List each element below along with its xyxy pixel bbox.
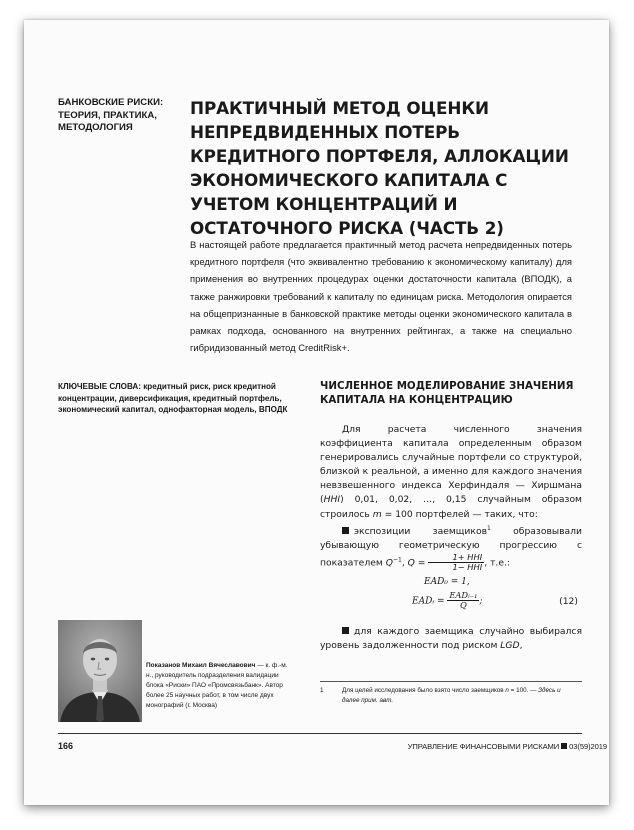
keywords-label: КЛЮЧЕВЫЕ СЛОВА: [58, 382, 141, 391]
fraction-denominator: 1− HHI [452, 562, 483, 573]
footnote-number: 1 [320, 687, 324, 694]
square-bullet-icon [342, 527, 349, 534]
footnote-n-symbol: n [505, 687, 509, 694]
footnote [320, 686, 582, 706]
footnote-text-a: Для целей исследования было взято число заемщиков [342, 687, 506, 694]
formula-numerator: EADᵢ₋₁ [449, 589, 478, 600]
footnote-note: Здесь и далее прим. авт. [342, 687, 561, 704]
section-heading: ЧИСЛЕННОЕ МОДЕЛИРОВАНИЕ ЗНАЧЕНИЯ КАПИТАЛА НА КОНЦЕНТРАЦИЮ [320, 380, 574, 406]
formula-end: ; [479, 596, 483, 607]
paragraph-1-text-b: ) 0,01, 0,02, …, 0,15 случайным образом строилось [320, 494, 582, 520]
footnote-ref: 1 [487, 524, 491, 532]
page-number: 166 [58, 741, 74, 751]
abstract: В настоящей работе предлагается практичный метод расчета непредвиденных потерь кредитного портфеля (что эквивалентно требованию к экономическому капиталу) для применения во внутренних процедурах оценки достаточности капитала (ВПОДК), а также ранжировки требований к капиталу по единицам риска. Методология опирается на общепризнанные в банковской практике методы оценки экономического капитала в рамках подхода, основанного на внутренних рейтингах, а также на специально гибридизованный метод CreditRisk+. [190, 239, 572, 354]
footnote-divider [320, 681, 582, 682]
author-bio: — к. ф.-м. н., руководитель подразделения валидации блока «Риски» ПАО «Промсвязьбанк». Автор более 25 научных работ, в том числе двух монографий (г. Москва) [146, 662, 288, 710]
formula-denominator: Q [460, 600, 467, 611]
formula-12 [320, 573, 582, 625]
lgd-symbol: LGD [500, 640, 520, 651]
q-eq-symbol: Q [407, 557, 415, 569]
journal-issue: 03(59)2019 [569, 742, 607, 751]
formula-line-2 [412, 591, 483, 611]
equals-sign: = [414, 557, 429, 569]
q-exponent: −1 [392, 556, 402, 564]
bullet-item-2 [320, 625, 582, 653]
body-column [320, 423, 582, 653]
footer-divider [58, 733, 582, 734]
formula-fraction [447, 591, 479, 611]
keywords [58, 381, 316, 416]
paragraph-1-text-c: = 100 портфелей — таких, что: [381, 508, 538, 520]
bullet-2-text-a: для каждого заемщика случайно выбирался уровень задолженности под риском [320, 625, 582, 651]
footnote-text-b: = 100. — [508, 687, 539, 694]
square-separator-icon [561, 743, 567, 749]
bullet-item-1 [320, 522, 582, 573]
author-name: Показанов Михаил Вячеславович [146, 662, 256, 669]
journal-name: УПРАВЛЕНИЕ ФИНАНСОВЫМИ РИСКАМИ [407, 742, 560, 751]
portrait-image [58, 620, 142, 722]
formula-line-1: EAD₀ = 1, [424, 576, 470, 587]
fraction-numerator: 1+ HHI [428, 553, 484, 564]
article-title: ПРАКТИЧНЫЙ МЕТОД ОЦЕНКИ НЕПРЕДВИДЕННЫХ ПОТЕРЬ КРЕДИТНОГО ПОРТФЕЛЯ, АЛЛОКАЦИИ ЭКОНОМИЧЕСКОГО КАПИТАЛА С УЧЕТОМ КОНЦЕНТРАЦИЙ И ОСТАТОЧНОГО РИСКА (ЧАСТЬ 2) [190, 98, 569, 238]
author-info [146, 661, 296, 711]
bullet-1-text-a: экспозиции заемщиков [354, 525, 487, 537]
q-symbol: Q [385, 557, 393, 569]
bullet-1-text-d: , т.е.: [484, 557, 511, 569]
section-label: БАНКОВСКИЕ РИСКИ: ТЕОРИЯ, ПРАКТИКА, МЕТОДОЛОГИЯ [58, 97, 164, 133]
author-photo [58, 620, 142, 722]
formula-lhs: EADᵢ = [412, 596, 445, 607]
keywords-text: кредитный риск, риск кредитной концентрации, диверсификация, кредитный портфель, экономический капитал, однофакторная модель, ВПОДК [58, 382, 288, 415]
square-bullet-icon [342, 627, 349, 634]
m-symbol: m [372, 508, 382, 520]
bullet-2-text-b: , [519, 640, 523, 651]
hhi-symbol: HHI [323, 494, 341, 506]
journal-footer [408, 742, 607, 751]
equation-number: (12) [559, 595, 578, 607]
footnote-body [342, 686, 578, 706]
paragraph-1 [320, 423, 582, 522]
q-fraction [428, 553, 484, 573]
bullet-1-text-b: образовывали убывающую геометрическую прогрессию с показателем [320, 525, 582, 569]
bullet-1-sep: , [401, 557, 408, 569]
paragraph-1-text-a: Для расчета численного значения коэффициента капитала определенным образом генерировались случайные портфели со структурой, близкой к реальной, а именно для каждого значения невзвешенного индекса Херфиндаля — Хиршмана ( [320, 424, 582, 506]
